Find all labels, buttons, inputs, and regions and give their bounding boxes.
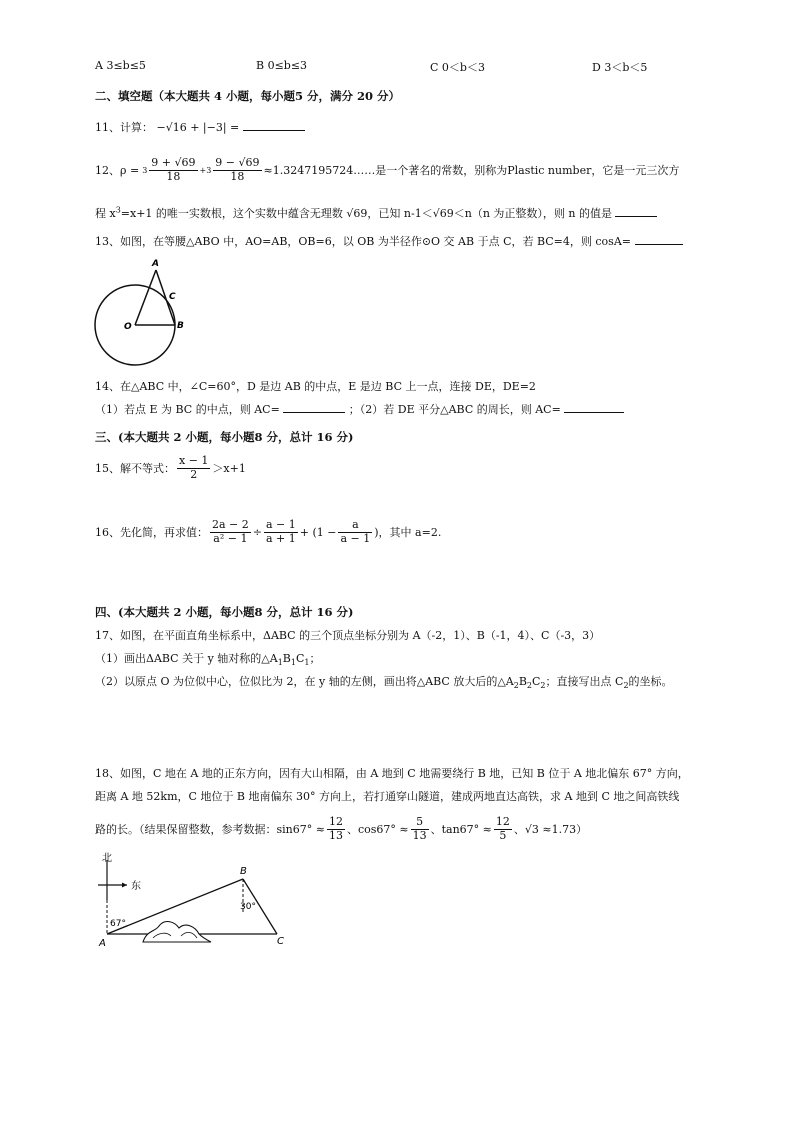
question-11 xyxy=(95,119,305,135)
mountain-shape xyxy=(143,922,211,942)
section-2-title: 二、填空题（本大题共 4 小题，每小题5 分，满分 20 分） xyxy=(95,89,401,103)
option-d: D 3＜b＜5 xyxy=(592,61,648,74)
figure-18-map-diagram xyxy=(95,852,295,952)
segment-oa xyxy=(135,270,156,325)
sin-fraction: $\frac{12}{13}$ xyxy=(328,815,343,842)
q11-expr: −√16 + |−3| = xyxy=(156,121,240,134)
label-c: C xyxy=(169,292,176,302)
label-a: A xyxy=(99,938,106,949)
east-label: 东 xyxy=(131,881,141,892)
q12-text: ≈1.3247195724……是一个著名的常数，别称为Plastic number，它是一元三次方 xyxy=(263,164,680,177)
q12-fraction-2: $\frac{9 - √69}{18}$ xyxy=(215,156,260,183)
angle-30-label: 30° xyxy=(240,902,256,912)
option-c: C 0＜b＜3 xyxy=(430,61,485,74)
question-17: 17、如图，在平面直角坐标系中，ΔABC 的三个顶点坐标分别为 A（-2，1）、B（-1，4）、C（-3，3） xyxy=(95,629,601,642)
question-15: 15、解不等式： $\frac{x - 1}{2}$ ＞x+1 xyxy=(95,454,246,481)
q12-fraction-1: $\frac{9 + √69}{18}$ xyxy=(151,156,196,183)
answer-blank[interactable] xyxy=(243,119,305,131)
label-a: A xyxy=(152,259,159,269)
figure-13-circle-diagram xyxy=(92,255,192,370)
north-label: 北 xyxy=(102,853,112,864)
answer-blank[interactable] xyxy=(564,401,624,413)
answer-blank[interactable] xyxy=(635,233,683,245)
question-13: 13、如图，在等腰△ABO 中，AO=AB，OB=6，以 OB 为半径作⊙O 交 AB 于点 C，若 BC=4，则 cosA= xyxy=(95,233,683,249)
q16-fraction-2: $\frac{a - 1}{a + 1}$ xyxy=(265,518,296,545)
answer-blank[interactable] xyxy=(283,401,345,413)
option-b: B 0≤b≤3 xyxy=(256,59,308,72)
question-14-subparts: （1）若点 E 为 BC 的中点，则 AC= ；（2）若 DE 平分△ABC 的周长，则 AC= xyxy=(95,401,624,417)
answer-blank[interactable] xyxy=(615,205,657,217)
q15-fraction: $\frac{x - 1}{2}$ xyxy=(179,454,209,481)
tan-fraction: $\frac{12}{5}$ xyxy=(495,815,510,842)
east-arrow-icon xyxy=(122,883,127,888)
q16-fraction-1: $\frac{2a - 2}{\text{a² − 1}}$ xyxy=(212,518,249,545)
q16-fraction-3: $\frac{a}{a - 1}$ xyxy=(340,518,371,545)
question-17-part-1: （1）画出ΔABC 关于 y 轴对称的$\triangle A_1B_1C_1$； xyxy=(95,652,321,668)
q12-prefix: 12、ρ = xyxy=(95,164,140,177)
q11-prefix: 11、计算： xyxy=(95,121,153,134)
question-18-line-3: 路的长。（结果保留整数，参考数据：sin67° ≈ $\frac{12}{13}$ 、cos67° ≈ $\frac{5}{13}$ 、tan67° ≈ $\frac{12}{5}$ 、√3 ≈1.73） xyxy=(95,815,588,842)
question-14: 14、在△ABC 中，∠C=60°，D 是边 AB 的中点，E 是边 BC 上一点，连接 DE，DE=2 xyxy=(95,380,536,393)
question-17-part-2: （2）以原点 O 为位似中心，位似比为 2，在 y 轴的左侧，画出将△ABC 放大后的$\triangle A_2B_2C_2$；直接写出点 $C_2$的坐标。 xyxy=(95,675,673,691)
question-18-line-2: 距离 A 地 52km，C 地位于 B 地南偏东 30° 方向上，若打通穿山隧道，建成两地直达高铁，求 A 地到 C 地之间高铁线 xyxy=(95,790,680,803)
question-18-line-1: 18、如图，C 地在 A 地的正东方向，因有大山相隔，由 A 地到 C 地需要绕行 B 地，已知 B 位于 A 地北偏东 67° 方向， xyxy=(95,767,689,780)
section-4-title: 四、(本大题共 2 小题，每小题8 分，总计 16 分) xyxy=(95,605,354,619)
label-c: C xyxy=(277,936,284,947)
question-16: 16、先化简，再求值： $\frac{2a - 2}{\text{a² − 1}}$ ÷ $\frac{a - 1}{a + 1}$ + (1 − $\frac{a}{a - 1}$ )，其中 a=2. xyxy=(95,518,442,545)
label-b: B xyxy=(240,866,247,877)
section-3-title: 三、(本大题共 2 小题，每小题8 分，总计 16 分) xyxy=(95,430,354,444)
question-12-line-2: 程 $x^3=x+1$ 的唯一实数根，这个实数中蕴含无理数 √69，已知 n-1＜√69＜n（n 为正整数），则 n 的值是 xyxy=(95,205,657,221)
angle-67-label: 67° xyxy=(110,919,126,929)
label-b: B xyxy=(177,321,184,331)
cos-fraction: $\frac{5}{13}$ xyxy=(412,815,427,842)
label-o: O xyxy=(124,322,132,332)
option-a: A 3≤b≤5 xyxy=(95,59,146,72)
question-12: 12、ρ = 3 $\frac{9 + √69}{18}$ +3 $\frac{9 - √69}{18}$ ≈1.3247195724……是一个著名的常数，别称为Plastic number，它是一元三次方 xyxy=(95,156,680,183)
